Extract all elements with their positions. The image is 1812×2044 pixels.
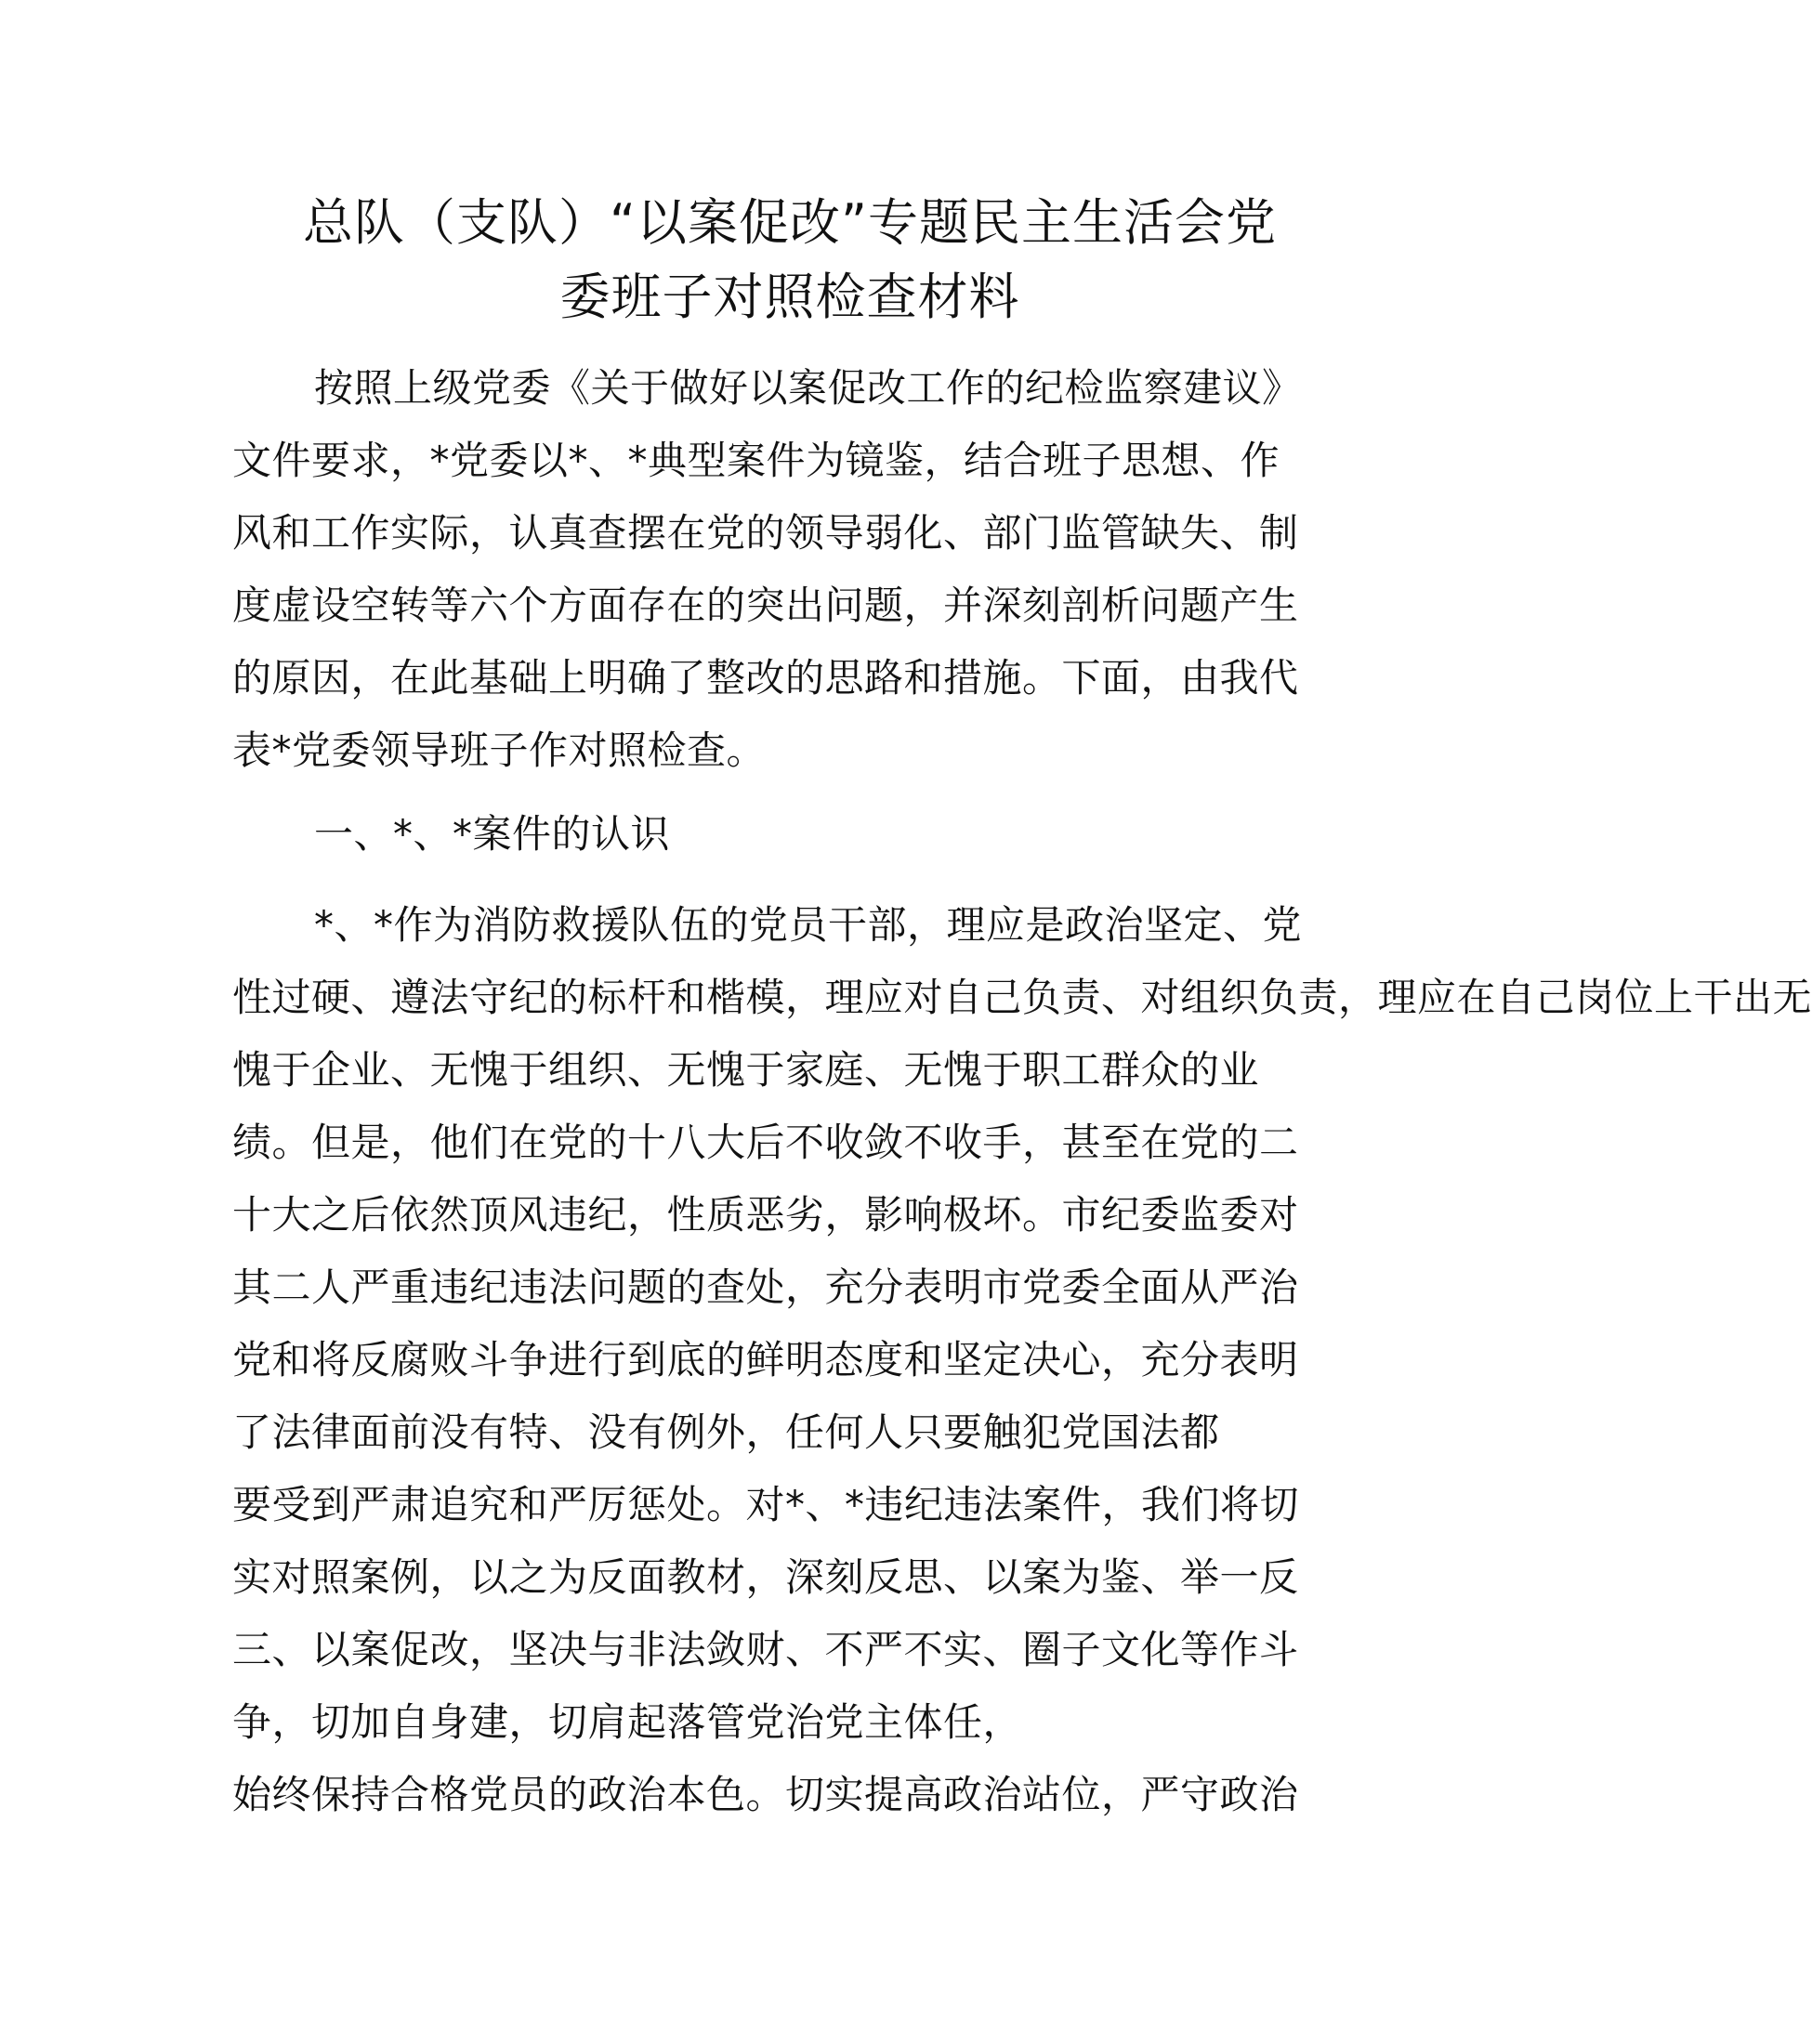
body-line-13: 其二人严重违纪违法问题的查处，充分表明市党委全面从严治 — [232, 1264, 1299, 1310]
document-title-line-1: 总队（支队）“以案促改”专题民主生活会党 — [303, 193, 1277, 252]
body-line-4: 度虚设空转等六个方面存在的突出问题，并深刻剖析问题产生 — [232, 583, 1299, 628]
body-line-11: 绩。但是，他们在党的十八大后不收敛不收手，甚至在党的二 — [232, 1120, 1299, 1165]
body-line-15: 了法律面前没有特、没有例外，任何人只要触犯党国法都 — [232, 1409, 1220, 1455]
body-line-2: 文件要求，*党委以*、*典型案件为镜鉴，结合班子思想、作 — [232, 438, 1280, 483]
body-line-17: 实对照案例，以之为反面教材，深刻反思、以案为鉴、举一反 — [232, 1554, 1299, 1600]
document-title-line-2: 委班子对照检查材料 — [559, 268, 1020, 326]
body-line-18: 三、以案促改，坚决与非法敛财、不严不实、圈子文化等作斗 — [232, 1627, 1299, 1672]
body-line-1: 按照上级党委《关于做好以案促改工作的纪检监察建议》 — [314, 365, 1302, 411]
body-line-9: 性过硬、遵法守纪的标杆和楷模，理应对自己负责、对组织负责，理应在自己岗位上干出无 — [232, 975, 1812, 1020]
body-line-6: 表*党委领导班子作对照检查。 — [232, 727, 767, 773]
body-line-19: 争，切加自身建，切肩起落管党治党主体任， — [232, 1699, 1023, 1745]
body-line-10: 愧于企业、无愧于组织、无愧于家庭、无愧于职工群众的业 — [232, 1047, 1260, 1093]
body-line-20: 始终保持合格党员的政治本色。切实提高政治站位，严守政治 — [232, 1772, 1299, 1817]
body-line-8: *、*作为消防救援队伍的党员干部，理应是政治坚定、党 — [314, 902, 1303, 948]
body-line-5: 的原因，在此基础上明确了整改的思路和措施。下面，由我代 — [232, 655, 1299, 701]
body-line-3: 风和工作实际，认真查摆在党的领导弱化、部门监管缺失、制 — [232, 510, 1299, 556]
body-line-16: 要受到严肃追究和严厉惩处。对*、*违纪违法案件，我们将切 — [232, 1482, 1300, 1527]
body-line-12: 十大之后依然顶风违纪，性质恶劣，影响极坏。市纪委监委对 — [232, 1192, 1299, 1238]
section-heading: 一、*、*案件的认识 — [314, 811, 671, 857]
body-line-14: 党和将反腐败斗争进行到底的鲜明态度和坚定决心，充分表明 — [232, 1337, 1299, 1382]
